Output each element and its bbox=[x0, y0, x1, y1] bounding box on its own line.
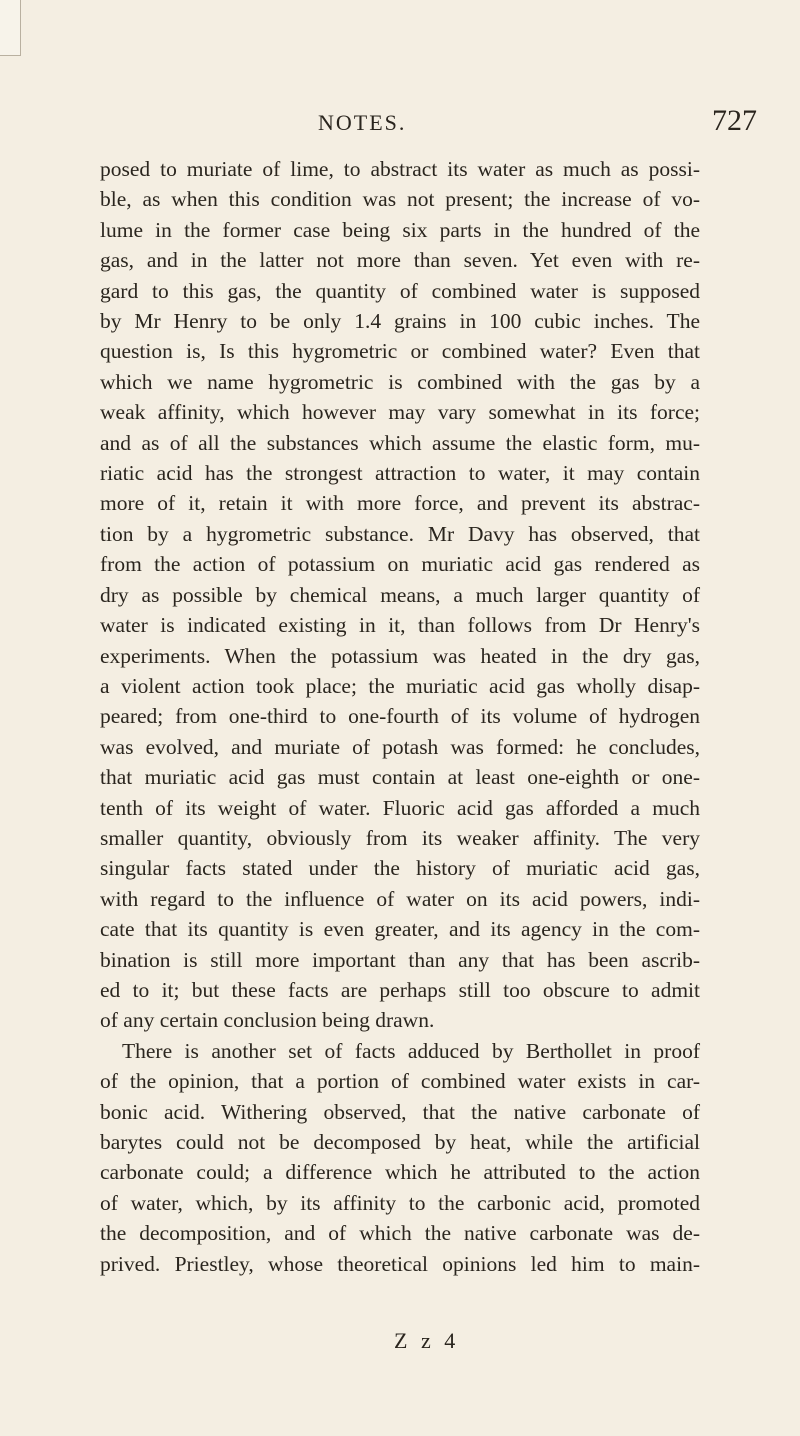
text-line: tion by a hygrometric substance. Mr Davy has observed, that bbox=[100, 521, 700, 546]
text-line: a violent action took place; the muriatic acid gas wholly disap- bbox=[100, 673, 700, 698]
page-header bbox=[0, 104, 800, 144]
text-line: question is, Is this hygrometric or combined water? Even that bbox=[100, 339, 700, 364]
text-line: singular facts stated under the history of muriatic acid gas, bbox=[100, 856, 700, 881]
text-line: peared; from one-third to one-fourth of its volume of hydrogen bbox=[100, 704, 700, 729]
page-number: 727 bbox=[712, 104, 757, 137]
text-line: smaller quantity, obviously from its weaker affinity. The very bbox=[100, 825, 700, 850]
text-line: bonic acid. Withering observed, that the native carbonate of bbox=[100, 1099, 700, 1124]
text-line: tenth of its weight of water. Fluoric acid gas afforded a much bbox=[100, 795, 700, 820]
text-line: and as of all the substances which assume the elastic form, mu- bbox=[100, 430, 700, 455]
text-line: ed to it; but these facts are perhaps still too obscure to admit bbox=[100, 977, 700, 1002]
text-line: by Mr Henry to be only 1.4 grains in 100 cubic inches. The bbox=[100, 309, 700, 334]
text-line: dry as possible by chemical means, a much larger quantity of bbox=[100, 582, 700, 607]
text-line: riatic acid has the strongest attraction to water, it may contain bbox=[100, 461, 700, 486]
text-line: of the opinion, that a portion of combined water exists in car- bbox=[100, 1069, 700, 1094]
text-line: bination is still more important than any that has been ascrib- bbox=[100, 947, 700, 972]
running-head: NOTES. bbox=[318, 110, 407, 135]
scan-edge bbox=[0, 0, 21, 56]
text-line: of water, which, by its affinity to the carbonic acid, promoted bbox=[100, 1190, 700, 1215]
text-line: of any certain conclusion being drawn. bbox=[100, 1008, 435, 1033]
body-text bbox=[100, 154, 700, 1279]
text-line: water is indicated existing in it, than follows from Dr Henry's bbox=[100, 613, 700, 638]
text-line: ble, as when this condition was not present; the increase of vo- bbox=[100, 187, 700, 212]
text-line: experiments. When the potassium was heated in the dry gas, bbox=[100, 643, 700, 668]
text-line: which we name hygrometric is combined with the gas by a bbox=[100, 369, 700, 394]
text-line: the decomposition, and of which the native carbonate was de- bbox=[100, 1221, 700, 1246]
text-line: lume in the former case being six parts in the hundred of the bbox=[100, 217, 700, 242]
text-line: that muriatic acid gas must contain at least one-eighth or one- bbox=[100, 765, 700, 790]
text-line: There is another set of facts adduced by Berthollet in proof bbox=[122, 1038, 700, 1063]
text-line: from the action of potassium on muriatic acid gas rendered as bbox=[100, 552, 700, 577]
text-line: prived. Priestley, whose theoretical opinions led him to main- bbox=[100, 1251, 700, 1276]
text-line: barytes could not be decomposed by heat, while the artificial bbox=[100, 1130, 700, 1154]
text-line: cate that its quantity is even greater, and its agency in the com- bbox=[100, 917, 700, 942]
text-line: posed to muriate of lime, to abstract its water as much as possi- bbox=[100, 157, 700, 181]
text-line: carbonate could; a difference which he attributed to the action bbox=[100, 1160, 700, 1185]
text-line: weak affinity, which however may vary somewhat in its force; bbox=[100, 400, 700, 425]
text-line: was evolved, and muriate of potash was formed: he concludes, bbox=[100, 734, 700, 759]
text-line: more of it, retain it with more force, and prevent its abstrac- bbox=[100, 491, 700, 516]
text-line: with regard to the influence of water on its acid powers, indi- bbox=[100, 886, 700, 911]
text-line: gas, and in the latter not more than seven. Yet even with re- bbox=[100, 248, 700, 273]
text-line: gard to this gas, the quantity of combined water is supposed bbox=[100, 278, 700, 303]
signature-mark: Z z 4 bbox=[394, 1328, 460, 1353]
